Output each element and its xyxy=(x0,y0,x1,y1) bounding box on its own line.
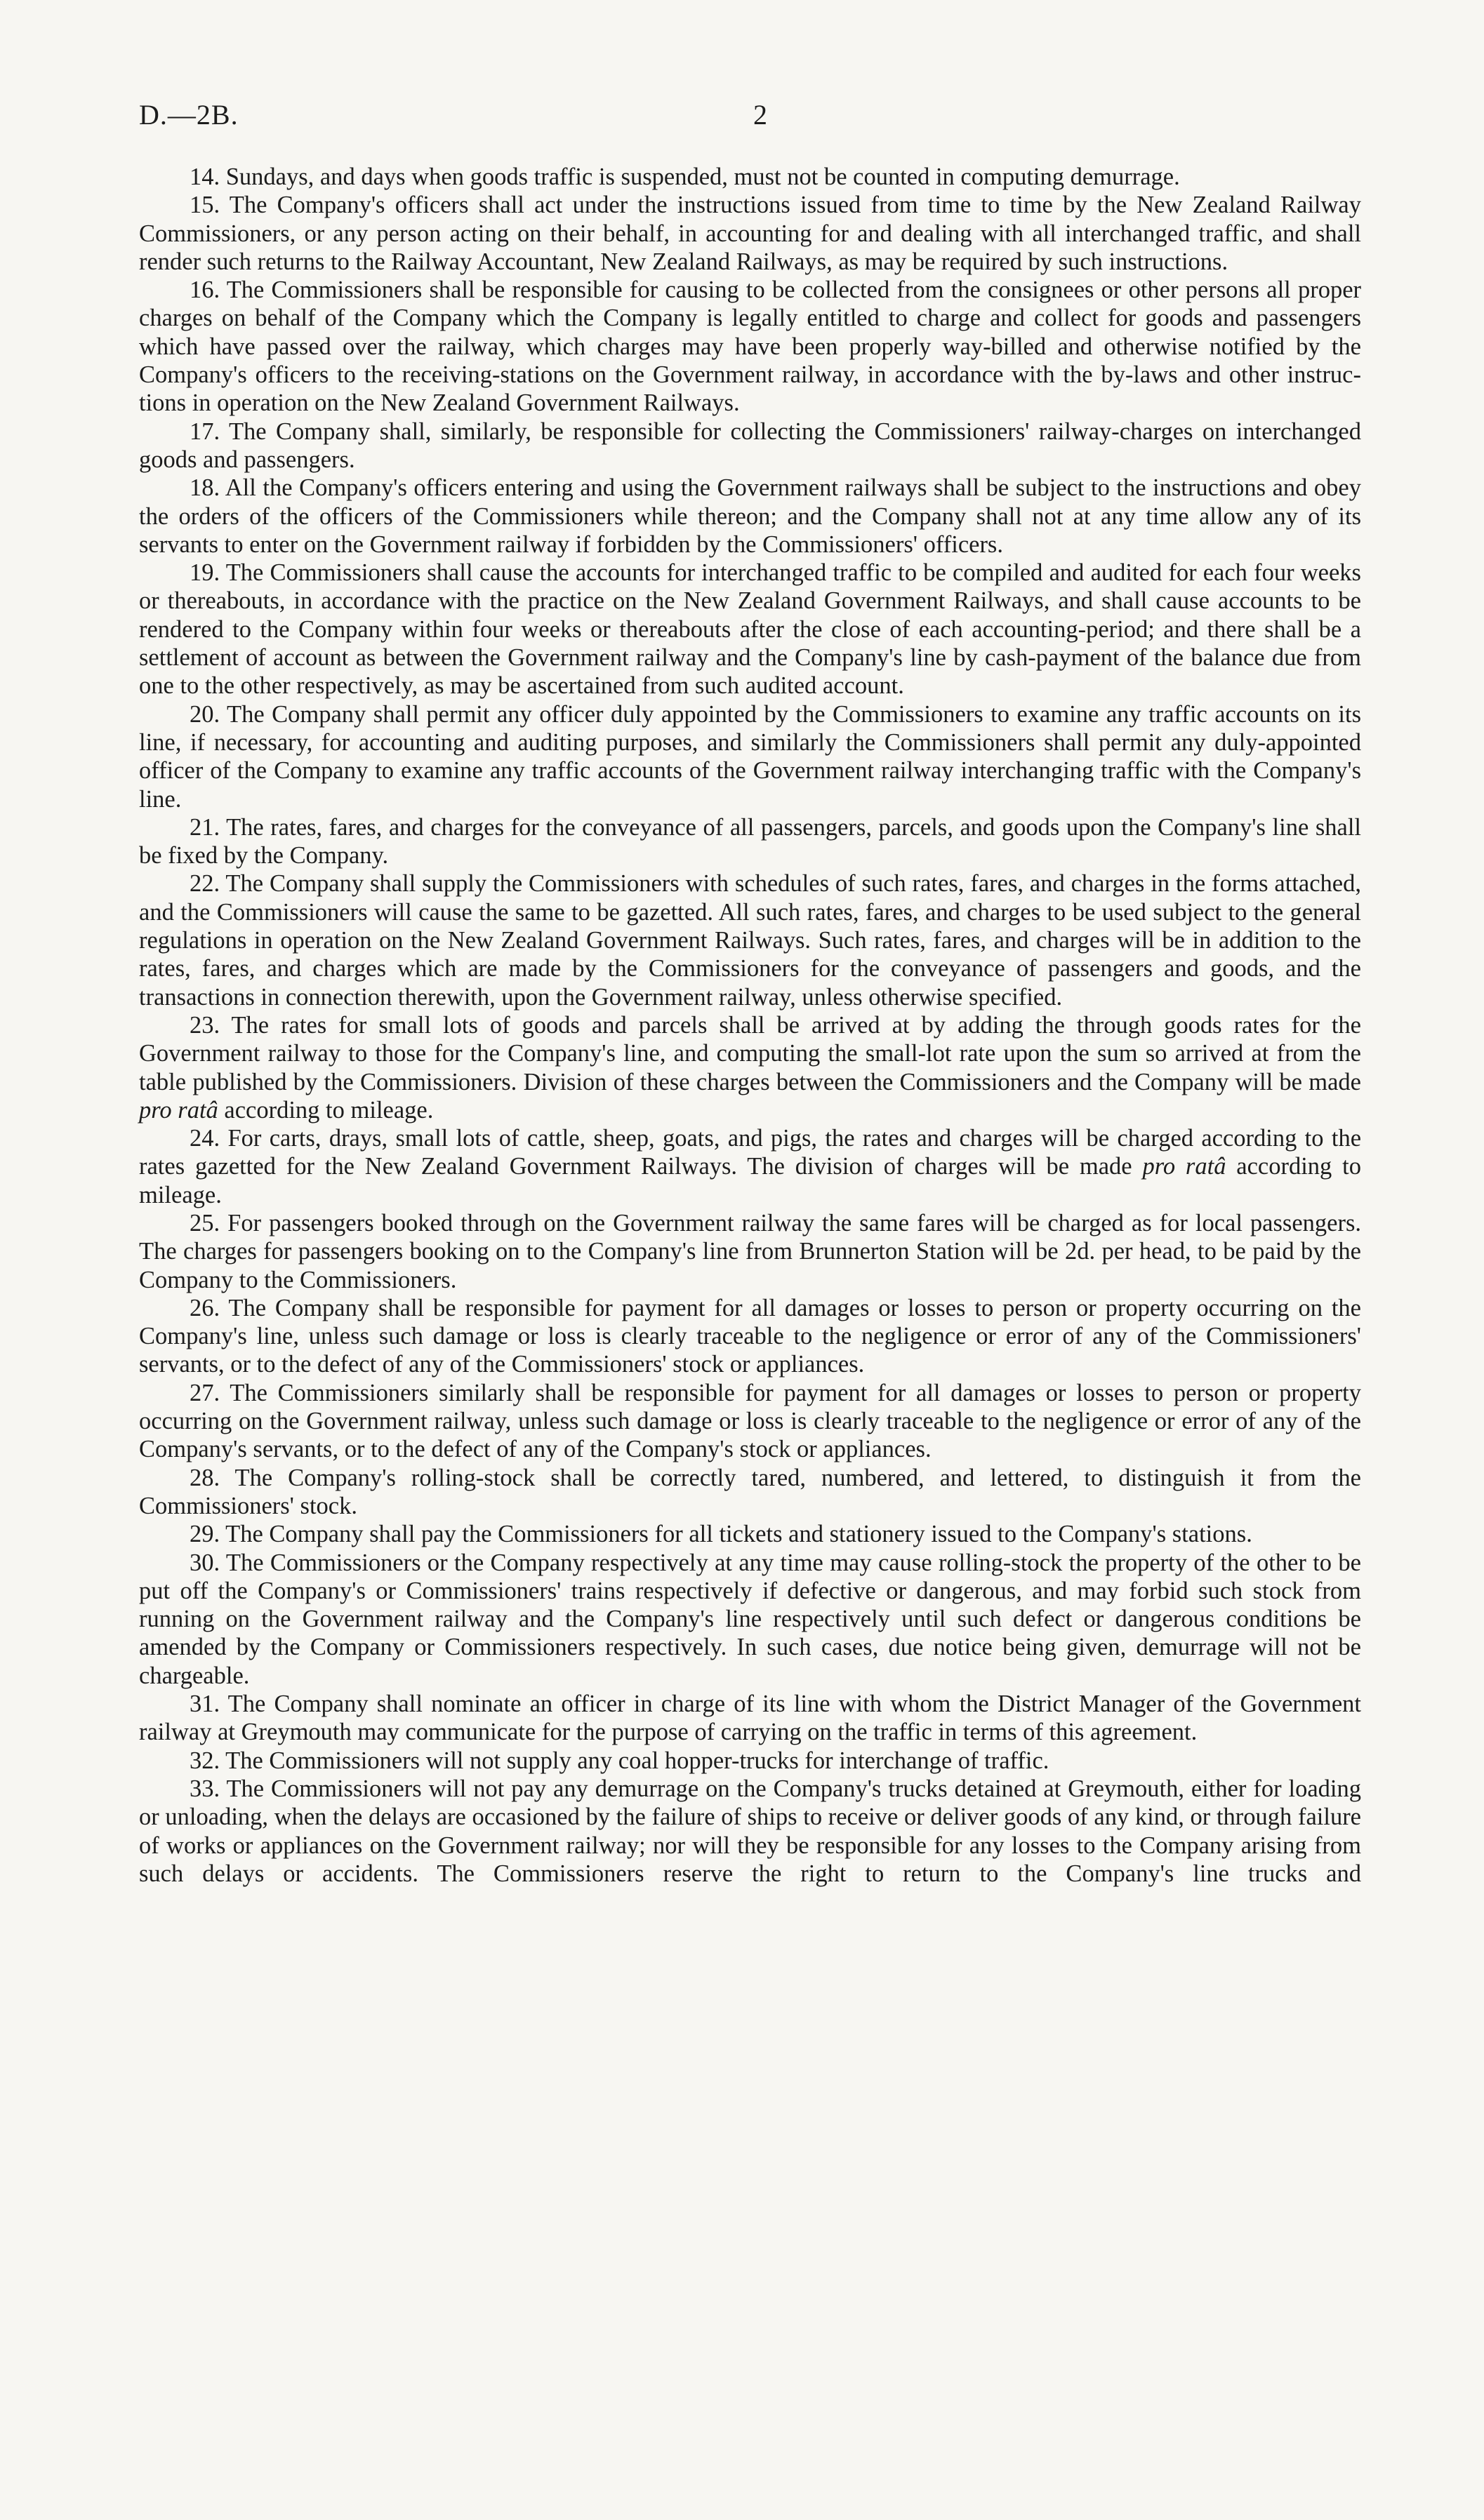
clause-number: 24. xyxy=(190,1125,220,1152)
clause-text: The rates, fares, and charges for the conveyance of all passengers, parcels, and goods upon the Company's line shall be fixed by the Company. xyxy=(139,813,1361,869)
document-reference: D.—2B. xyxy=(139,99,239,131)
clause-number: 17. xyxy=(190,418,220,445)
clause-text: The Commissioners similarly shall be responsible for payment for all damages or losses to person or property occurring on the Government railway, unless such damage or loss is clearly traceable to the negligence or error of any of the Company's servants, or to the defect of any of the Company's stock or appliances. xyxy=(139,1379,1361,1463)
clause-number: 14. xyxy=(190,164,220,190)
clause-24 xyxy=(139,1124,1361,1209)
clause-number: 22. xyxy=(190,870,220,898)
clause-text: The Company shall be responsible for payment for all damages or losses to person or property occurring on the Company's line, unless such damage or loss is clearly traceable to the negligence or error of any of the Commissioners' servants, or to the defect of any of the Commissioners' stock or appliances. xyxy=(139,1294,1361,1378)
clause-number: 28. xyxy=(190,1464,220,1491)
clause-number: 30. xyxy=(190,1549,220,1576)
clause-text: For passengers booked through on the Government railway the same fares will be charged as for local passengers. The charges for passengers booking on to the Company's line from Brunnerton Station will be 2d. per head, to be paid by the Company to the Commissioners. xyxy=(139,1209,1362,1293)
clause-text: The Company shall pay the Commissioners for all tickets and stationery issued to the Company's stations. xyxy=(225,1521,1252,1548)
clause-32 xyxy=(139,1747,1361,1775)
latin-phrase: pro ratâ xyxy=(139,1096,218,1124)
clause-27 xyxy=(139,1379,1361,1464)
clause-text: All the Company's officers entering and using the Government railways shall be subject to the instructions and obey the orders of the officers of the Commissioners while thereon; and the Company shall not at any time allow any of its servants to enter on the Government railway if forbidden by the Commissioners' officers. xyxy=(139,474,1361,558)
clause-text: The Commissioners will not pay any demurrage on the Company's trucks detained at Greymouth, either for loading or unloading, when the delays are occasioned by the failure of ships to receive or deliver goods of any kind, or through failure of works or appliances on the Government railway; nor will they be responsible for any losses to the Company arising from such delays or accidents. The Commissioners reserve the right to return to the Company's line trucks and xyxy=(139,1775,1361,1887)
clause-text: The Company shall nominate an officer in charge of its line with whom the District Manager of the Government railway at Greymouth may communicate for the purpose of carrying on the traffic in terms of this agreement. xyxy=(139,1691,1361,1746)
clause-29 xyxy=(139,1520,1361,1548)
clause-number: 16. xyxy=(190,276,220,304)
document-body xyxy=(139,163,1361,1888)
page-header xyxy=(139,98,1345,140)
clause-text: The Company's officers shall act under the instructions issued from time to time by the New Zealand Railway Commissioners, or any person acting on their behalf, in accounting for and dealing with all interchanged traffic, and shall render such returns to the Railway Accountant, New Zealand Railways, as may be required by such instructions. xyxy=(139,192,1361,275)
clause-number: 15. xyxy=(190,192,220,219)
clause-26 xyxy=(139,1294,1361,1379)
clause-number: 21. xyxy=(190,813,220,841)
clause-16 xyxy=(139,276,1361,417)
clause-text: The Company shall permit any officer duly appointed by the Commissioners to examine any traffic accounts on its line, if necessary, for accounting and auditing purposes, and similarly the Commissioners shall permit any duly-appointed officer of the Company to examine any traffic accounts of the Government railway interchanging traffic with the Company's line. xyxy=(139,700,1362,813)
clause-33 xyxy=(139,1775,1361,1888)
page-number: 2 xyxy=(753,99,767,131)
clause-20 xyxy=(139,700,1361,813)
clause-number: 27. xyxy=(190,1379,220,1406)
clause-number: 18. xyxy=(190,474,220,502)
clause-text: The Company shall supply the Commissioners with schedules of such rates, fares, and charges in the forms attached, and the Commissioners will cause the same to be gazetted. All such rates, fares, and charges to be used subject to the general regulations in operation on the New Zealand Government Railways. Such rates, fares, and charges will be in addition to the rates, fares, and charges which are made by the Commissioners for the conveyance of passengers and goods, and the transactions in connection therewith, upon the Government railway, unless otherwise specified. xyxy=(139,870,1361,1011)
clause-number: 31. xyxy=(190,1691,220,1718)
clause-28 xyxy=(139,1464,1361,1521)
clause-text: The Company's rolling-stock shall be correctly tared, numbered, and lettered, to distinguish it from the Commissioners' stock. xyxy=(139,1464,1361,1519)
clause-number: 25. xyxy=(190,1209,220,1236)
clause-text: The Company shall, similarly, be responsible for collecting the Commissioners' railway-charges on interchanged goods and passengers. xyxy=(139,418,1361,473)
clause-text: The Commissioners shall be responsible for causing to be collected from the consignees or other persons all proper charges on behalf of the Company which the Company is legally entitled to charge and collect for goods and passengers which have passed over the railway, which charges may have been properly way-billed and otherwise notified by the Company's officers to the receiving-stations on the Government railway, in accordance with the by-laws and other instructions in operation on the New Zealand Government Railways. xyxy=(139,276,1361,417)
clause-21 xyxy=(139,813,1361,870)
clause-text: For carts, drays, small lots of cattle, sheep, goats, and pigs, the rates and charges will be charged according to the rates gazetted for the New Zealand Government Railways. The division of charges will be made pro ratâ according to mileage. xyxy=(139,1125,1362,1208)
clause-number: 26. xyxy=(190,1294,220,1321)
clause-number: 23. xyxy=(190,1011,220,1039)
clause-17 xyxy=(139,418,1361,474)
clause-25 xyxy=(139,1209,1361,1294)
clause-number: 33. xyxy=(190,1775,220,1802)
clause-number: 19. xyxy=(190,559,220,587)
clause-text: Sundays, and days when goods traffic is suspended, must not be counted in computing demurrage. xyxy=(225,164,1180,190)
clause-14 xyxy=(139,163,1361,191)
clause-18 xyxy=(139,474,1361,559)
latin-phrase: pro ratâ xyxy=(1142,1153,1226,1180)
clause-30 xyxy=(139,1549,1361,1690)
clause-text: The Commissioners or the Company respectively at any time may cause rolling-stock the property of the other to be put off the Company's or Commissioners' trains respectively if defective or dangerous, and may forbid such stock from running on the Government railway and the Company's line respectively until such defect or dangerous conditions be amended by the Company or Commissioners respectively. In such cases, due notice being given, demurrage will not be chargeable. xyxy=(139,1549,1361,1689)
clause-31 xyxy=(139,1690,1361,1747)
clause-text: The rates for small lots of goods and parcels shall be arrived at by adding the through goods rates for the Government railway to those for the Company's line, and computing the small-lot rate upon the sum so arrived at from the table published by the Commissioners. Division of these charges between the Commissioners and the Company will be made pro ratâ according to mileage. xyxy=(139,1011,1361,1124)
clause-number: 29. xyxy=(190,1521,220,1548)
clause-22 xyxy=(139,869,1361,1011)
clause-text: The Commissioners will not supply any coal hopper-trucks for interchange of traffic. xyxy=(225,1747,1049,1774)
clause-number: 32. xyxy=(190,1747,220,1774)
clause-23 xyxy=(139,1011,1361,1124)
clause-15 xyxy=(139,191,1361,276)
clause-19 xyxy=(139,559,1361,700)
clause-number: 20. xyxy=(190,700,220,728)
clause-text: The Commissioners shall cause the accounts for interchanged traffic to be compiled and audited for each four weeks or thereabouts, in accordance with the practice on the New Zealand Government Railways, and shall cause accounts to be rendered to the Company within four weeks or thereabouts after the close of each accounting-period; and there shall be a settlement of account as between the Government railway and the Company's line by cash-payment of the balance due from one to the other respectively, as may be ascertained from such audited account. xyxy=(139,559,1361,700)
